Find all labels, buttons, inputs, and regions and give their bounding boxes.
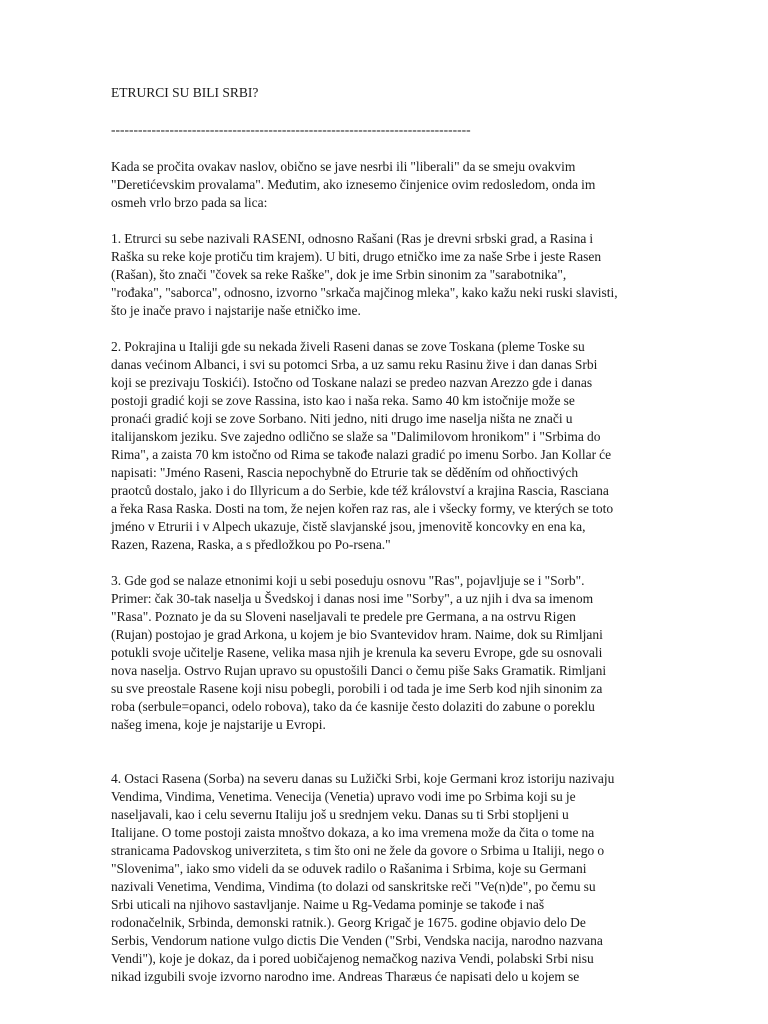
paragraph-1: 1. Etrurci su sebe nazivali RASENI, odnosno Rašani (Ras je drevni srbski grad, a Rasina i Raška su reke koje protiču tim krajem). U biti, drugo etničko ime za naše Srbe i jeste Rasen (Rašan), što znači "čovek sa reke Raške", dok je ime Srbin sinonim za "sarabotnika", "rođaka", "saborca", odnosno, izvorno "srkača majčinog mleka", kako kažu neki ruski slavisti, što je inače pravo i najstarije naše etničko ime. [111,231,618,318]
separator-line: -------------------------------------------------------------------------------- [111,122,471,137]
paragraph-4: 4. Ostaci Rasena (Sorba) na severu danas su Lužički Srbi, koje Germani kroz istoriju nazivaju Vendima, Vindima, Venetima. Venecija (Venetia) upravo vodi ime po Srbima koji su je naseljavali, kao i celu severnu Italiju još u srednjem veku. Danas su ti Srbi stopljeni u Italijane. O tome postoji zaista mnoštvo dokaza, a ko ima vremena može da čita o tome na stranicama Padovskog univerziteta, s tim što oni ne žele da govore o Srbima u Italiji, nego o "Slovenima", iako smo videli da se oduvek radilo o Rašanima i Srbima, koje su Germani nazivali Venetima, Vendima, Vindima (to dolazi od sanskritske reči "Ve(n)de", po čemu su Srbi uticali na njihovo sastavljanje. Naime u Rg-Vedama pominje se takođe i naš rodonačelnik, Srbinda, demonski ratnik.). Georg Krigač je 1675. godine objavio delo De Serbis, Vendorum natione vulgo dictis Die Venden ("Srbi, Vendska nacija, narodno nazvana Vendi"), koje je dokaz, da i pored uobičajenog nemačkog naziva Vendi, polabski Srbi nisu nikad izgubili svoje izvorno narodno ime. Andreas Tharæus će napisati delo u kojem se [111,771,615,984]
document-page [111,84,671,1004]
paragraph-2: 2. Pokrajina u Italiji gde su nekada živeli Raseni danas se zove Toskana (pleme Toske su danas većinom Albanci, i svi su potomci Srba, a uz samu reku Rasinu žive i dan danas Srbi koji se prezivaju Toskići). Istočno od Toskane nalazi se predeo nazvan Arezzo gde i danas postoji gradić koji se zove Rassina, isto kao i naša reka. Samo 40 km istočnije može se pronaći gradić koji se zove Sorbano. Niti jedno, niti drugo ime naselja ništa ne znači u italijanskom jeziku. Sve zajedno odlično se slaže sa "Dalimilovom hronikom" i "Srbima do Rima", a zaista 70 km istočno od Rima se takođe nalazi gradić po imenu Sorbo. Jan Kollar će napisati: "Jméno Raseni, Rascia nepochybně do Etrurie tak se děděním od ohňoctivých praotců dostalo, jako i do Illyricum a do Serbie, kde též království a krajina Rascia, Rasciana a řeka Rasa Raska. Dosti na tom, že nejen kořen raz ras, ale i všecky formy, ve kterých se toto jméno v Etrurii i v Alpech ukazuje, čistě slavjanské jsou, jmenovitě koncovky en ena ka, Razen, Razena, Raska, a s předložkou po Po-rsena." [111,339,614,552]
paragraph-intro: Kada se pročita ovakav naslov, obično se jave nesrbi ili "liberali" da se smeju ovakvim "Deretićevskim provalama". Međutim, ako iznesemo činjenice ovim redosledom, onda im osmeh vrlo brzo pada sa lica: [111,159,596,210]
paragraph-3: 3. Gde god se nalaze etnonimi koji u sebi poseduju osnovu "Ras", pojavljuje se i "Sorb". Primer: čak 30-tak naselja u Švedskoj i danas nosi ime "Sorby", a uz njih i dva sa imenom "Rasa". Poznato je da su Sloveni naseljavali te predele pre Germana, a na ostrvu Rigen (Rujan) postojao je grad Arkona, u kojem je bio Svantevidov hram. Naime, dok su Rimljani potukli svoje učitelje Rasene, velika masa njih je krenula ka severu Evrope, gde su osnovali nova naselja. Ostrvo Rujan upravo su opustošili Danci o čemu piše Saks Gramatik. Rimljani su sve preostale Rasene koji nisu pobegli, porobili i od tada je ime Serb kod njih sinonim za roba (serbule=opanci, odelo robova), tako da će kasnije često dolaziti do zabune o poreklu našeg imena, koje je najstarije u Evropi. [111,573,607,732]
document-title: ETRURCI SU BILI SRBI? [111,85,259,100]
